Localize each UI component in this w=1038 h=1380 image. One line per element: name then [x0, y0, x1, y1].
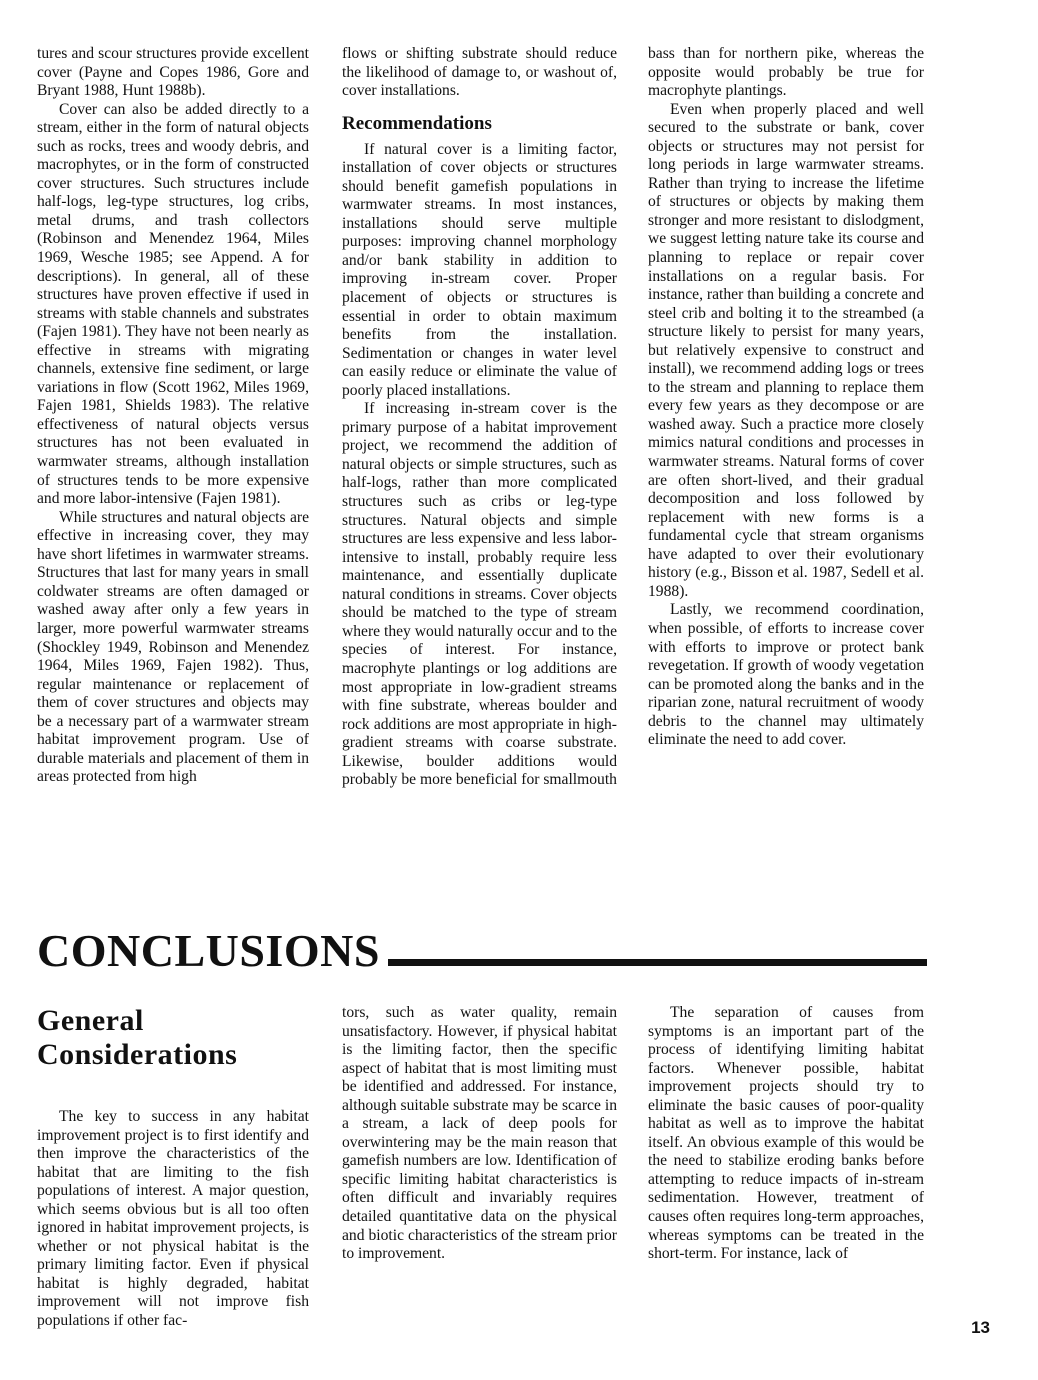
paragraph: tors, such as water quality, remain unsatisfactory. However, if physical habitat is the limiting factor, then the specific aspect of habitat that is most limiting must be identified and addressed. For instance, although suitable substrate may be scarce in a stream, a lack of deep pools for overwintering may be the main reason that gamefish numbers are low. Identification of specific limiting habitat characteristics is often difficult and invariably requires detailed quantitative data on the physical and biotic characteristics of the stream prior to improvement.: [342, 1004, 617, 1263]
bottom-column-1: [37, 1004, 309, 1331]
top-column-2: [342, 45, 617, 790]
recommendations-heading: Recommendations: [342, 112, 492, 134]
paragraph: Cover can also be added directly to a stream, either in the form of natural objects such as rocks, trees and woody debris, and macrophytes, or in the form of constructed cover structures. Such structures include half-logs, leg-type structures, log cribs, metal drums, and trash collectors (Robinson and Menendez 1964, Miles 1969, Wesche 1985; see Append. A for descriptions). In general, all of these structures have proven effective if used in streams with stable channels and substrates (Fajen 1981). They have not been nearly as effective in streams with migrating channels, extensive fine sediment, or large variations in flow (Scott 1962, Miles 1969, Fajen 1981, Shields 1983). The relative effectiveness of natural objects versus structures has not been evaluated in warmwater streams, although installation of structures tends to be more expensive and more labor-intensive (Fajen 1981).: [37, 100, 309, 508]
paragraph: If increasing in-stream cover is the primary purpose of a habitat improvement project, we recommend the addition of natural objects or simple structures, such as half-logs, rather than more complicated structures such as cribs or leg-type structures. Natural objects and simple structures are less expensive and less labor-intensive to install, probably require less maintenance, and essentially duplicate natural conditions in streams. Cover objects should be matched to the type of stream where they would naturally occur and to the species of interest. For instance, macrophyte plantings or log additions are most appropriate in low-gradient streams with fine substrate, whereas boulder and rock additions are most appropriate in high-gradient streams with coarse substrate. Likewise, boulder additions would probably be more beneficial for smallmouth: [342, 400, 617, 789]
paragraph: Even when properly placed and well secured to the substrate or bank, cover objects or structures may not persist for long periods in large warmwater streams. Rather than trying to increase the lifetime of structures or objects by making them stronger and more resistant to dislodgment, we suggest letting nature take its course and planning to replace or repair cover installations on a regular basis. For instance, rather than building a concrete and steel crib and bolting it to the streambed (a structure likely to persist for many years, but relatively expensive to construct and install), we recommend adding logs or trees to the stream and planning to replace them every few years as they decompose or are washed away. Such a practice more closely mimics natural conditions and processes in warmwater streams. Natural forms of cover are often short-lived, and their gradual decomposition and loss followed by replacement with new forms is a fundamental cycle that stream organisms have adapted to over their evolutionary history (e.g., Bisson et al. 1987, Sedell et al. 1988).: [648, 100, 924, 600]
bottom-column-2: [342, 1004, 617, 1264]
bottom-column-3: [648, 1004, 924, 1264]
top-column-3: [648, 45, 924, 750]
section-rule: [388, 959, 927, 966]
heading-line: Considerations: [37, 1038, 238, 1071]
paragraph: While structures and natural objects are effective in increasing cover, they may have short lifetimes in warmwater streams. Structures that last for many years in small coldwater streams are often damaged or washed away after only a few years in larger, more powerful warmwater streams (Shockley 1949, Robinson and Menendez 1964, Miles 1969, Fajen 1982). Thus, regular maintenance or replacement of them of cover structures and objects may be a necessary part of a warmwater stream habitat improvement program. Use of durable materials and placement of them in areas protected from high: [37, 508, 309, 786]
section-title: CONCLUSIONS: [37, 925, 380, 976]
paragraph: tures and scour structures provide excellent cover (Payne and Copes 1986, Gore and Bryant 1988, Hunt 1988b).: [37, 45, 309, 100]
paragraph: flows or shifting substrate should reduce the likelihood of damage to, or washout of, cover installations.: [342, 45, 617, 100]
paragraph: Lastly, we recommend coordination, when possible, of efforts to increase cover with efforts to improve or protect bank revegetation. If growth of woody vegetation can be promoted along the banks and in the riparian zone, natural recruitment of woody debris to the channel may ultimately eliminate the need to add cover.: [648, 601, 924, 749]
paragraph: The key to success in any habitat improvement project is to first identify and then improve the characteristics of the habitat that are limiting to the fish populations of interest. A major question, which seems obvious but is all too often ignored in habitat improvement projects, is whether or not physical habitat is the primary limiting factor. Even if physical habitat is highly degraded, habitat improvement will not improve fish populations if other fac-: [37, 1108, 309, 1330]
paragraph: The separation of causes from symptoms is an important part of the process of identifying limiting habitat factors. Whenever possible, habitat improvement projects should try to eliminate the basic causes of poor-quality habitat as well as to improve the habitat itself. An obvious example of this would be the need to stabilize eroding banks before attempting to reduce impacts of in-stream sedimentation. However, treatment of causes often requires long-term approaches, whereas symptoms can be treated in the short-term. For instance, lack of: [648, 1004, 924, 1263]
top-column-1: [37, 45, 309, 787]
paragraph: If natural cover is a limiting factor, installation of cover objects or structures should benefit gamefish populations in warmwater streams. In most instances, installations should serve multiple purposes: improving channel morphology and/or bank stability in addition to improving in-stream cover. Proper placement of objects or structures is essential in order to obtain maximum benefits from the installation. Sedimentation or changes in water level can easily reduce or eliminate the value of poorly placed installations.: [342, 140, 617, 399]
paragraph: bass than for northern pike, whereas the opposite would probably be true for macrophyte plantings.: [648, 45, 924, 100]
general-considerations-heading: [37, 1004, 309, 1072]
section-header: [37, 916, 927, 976]
page-number: 13: [971, 1318, 990, 1337]
heading-line: General: [37, 1004, 144, 1037]
